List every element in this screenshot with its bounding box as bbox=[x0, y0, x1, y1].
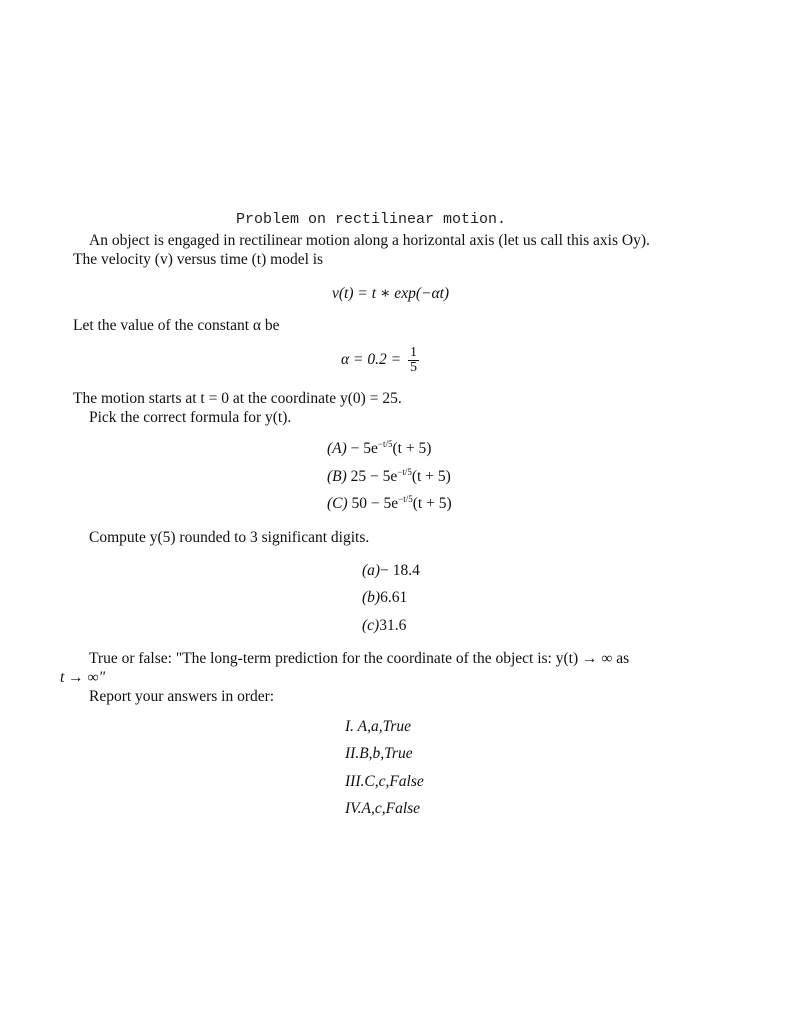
intro-line-2: The velocity (v) versus time (t) model is bbox=[73, 251, 324, 268]
answer-option-4: IV.A,c,False bbox=[345, 800, 421, 817]
alpha-equation bbox=[341, 346, 419, 375]
formula-option-c: (C) $50 - 5e^{-t/5}(t + 5)$ bbox=[327, 494, 452, 512]
velocity-model-equation: v(t) = t ∗ exp(−αt) bbox=[332, 285, 450, 302]
report-prompt: Report your answers in order: bbox=[89, 688, 275, 705]
option-label: (C) bbox=[327, 495, 348, 512]
alpha-fraction-denominator: 5 bbox=[409, 360, 417, 375]
formula-option-a: $(A) - 5e^{-t/5}(t + 5)$ bbox=[327, 439, 432, 457]
question-1: Pick the correct formula for y(t). bbox=[89, 409, 292, 426]
answer-option-3: III.C,c,False bbox=[345, 773, 424, 790]
value-option-a: (a)− 18.4 bbox=[362, 562, 420, 579]
answer-option-1: I. A,a,True bbox=[345, 718, 412, 735]
answer-option-2: II.B,b,True bbox=[345, 745, 413, 762]
start-condition: The motion starts at t = 0 at the coordinate y(0) = 25. bbox=[73, 390, 402, 407]
option-label: (B) bbox=[327, 468, 347, 485]
formula-option-b: (B) $25 - 5e^{-t/5}(t + 5)$ bbox=[327, 467, 451, 485]
problem-title: Problem on rectilinear motion. bbox=[236, 211, 507, 228]
value-option-c: (c)31.6 bbox=[362, 617, 407, 634]
alpha-intro: Let the value of the constant α be bbox=[73, 317, 280, 334]
intro-line-1: An object is engaged in rectilinear motion along a horizontal axis (let us call this axis Oy). bbox=[89, 232, 650, 249]
alpha-value: α = 0.2 = bbox=[341, 351, 402, 369]
value-option-b: (b)6.61 bbox=[362, 589, 408, 606]
option-label: (A) bbox=[327, 440, 347, 457]
question-3-line-1: True or false: "The long-term prediction for the coordinate of the object is: y(t) → ∞ as bbox=[89, 650, 630, 667]
alpha-fraction-numerator: 1 bbox=[409, 345, 417, 360]
alpha-fraction bbox=[408, 346, 419, 375]
question-3-line-2: t → ∞" bbox=[60, 669, 106, 686]
question-2: Compute y(5) rounded to 3 significant digits. bbox=[89, 529, 370, 546]
